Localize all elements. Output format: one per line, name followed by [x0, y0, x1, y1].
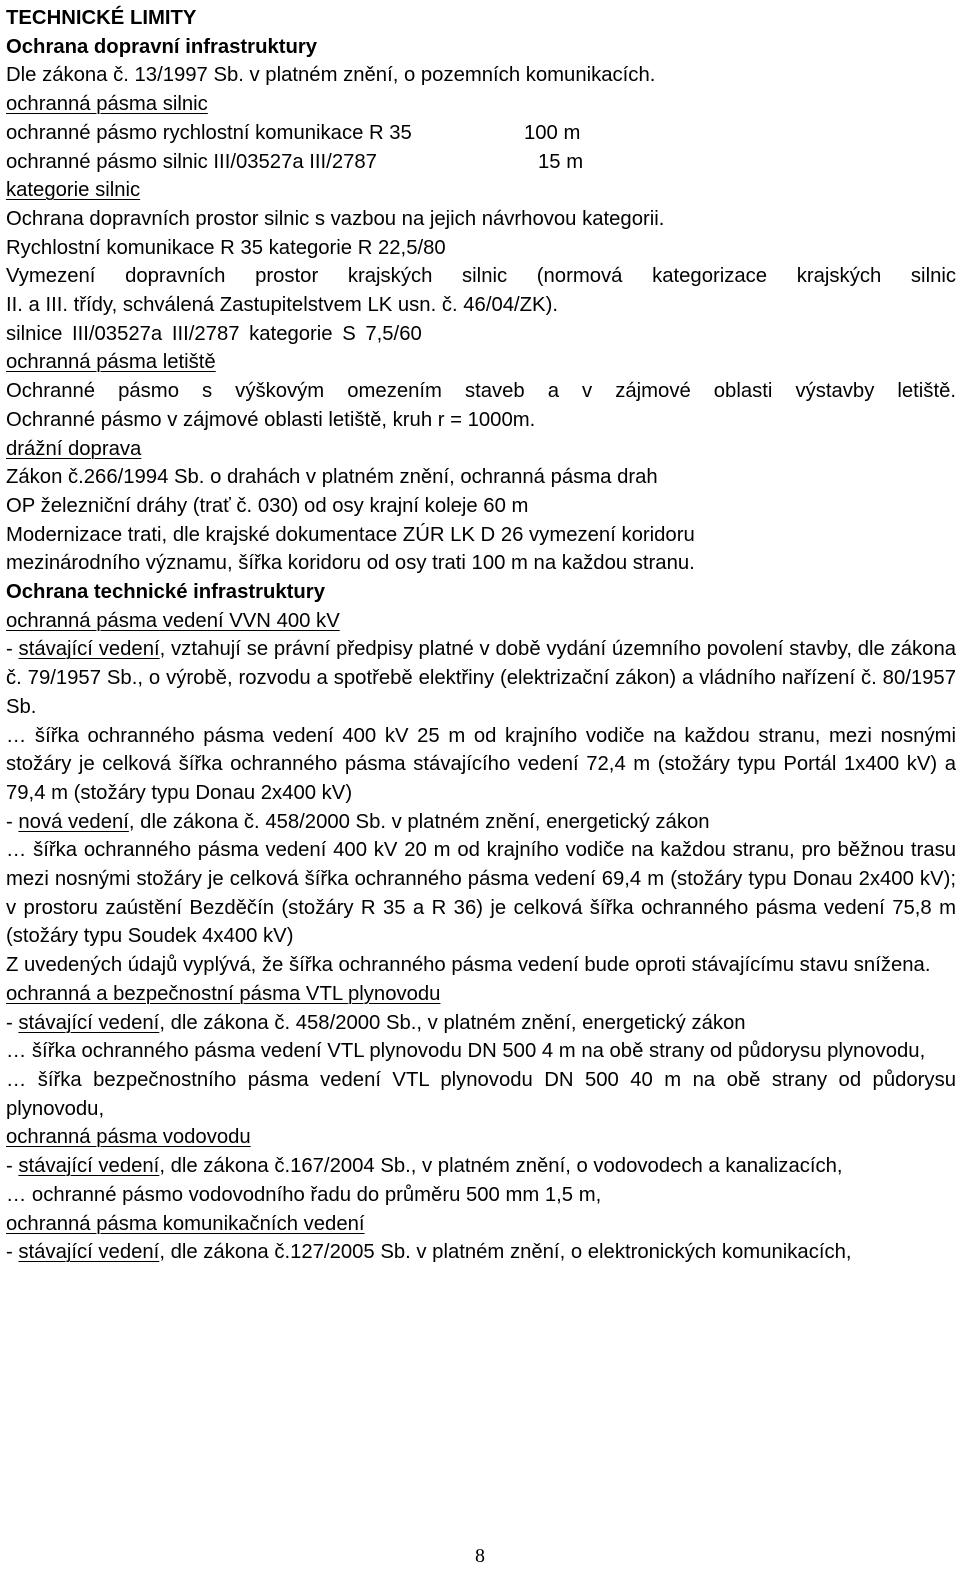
zone-label: ochranné pásmo silnic III/03527a III/2787 — [6, 150, 377, 173]
text-line: Zákon č.266/1994 Sb. o drahách v platném znění, ochranná pásma drah — [6, 466, 658, 489]
section-heading-technical: Ochrana technické infrastruktury — [6, 581, 325, 604]
text-line: OP železniční dráhy (trať č. 030) od osy krajní koleje 60 m — [6, 494, 529, 517]
zone-label: ochranné pásmo rychlostní komunikace R 35 — [6, 121, 412, 144]
text-line: Rychlostní komunikace R 35 kategorie R 22,5/80 — [6, 236, 446, 259]
page-number: 8 — [475, 1545, 485, 1567]
zone-row-r35 — [6, 119, 956, 148]
law-reference-roads: Dle zákona č. 13/1997 Sb. v platném znění, o pozemních komunikacích. — [6, 64, 656, 87]
zone-value: 100 m — [524, 121, 581, 144]
paragraph: … šířka ochranného pásma vedení 400 kV 20 m od krajního vodiče na každou stranu, pro běžnou trasu mezi nosnými stožáry je celková šířka ochranného pásma vedení 69,4 m (stožáry typu Donau 2x400 kV); v prostoru zaústění Bezděčín (stožáry R 35 a R 36) je celková šířka ochranného pásma vedení 75,8 m (stožáry typu Soudek 4x400 kV) — [6, 839, 956, 948]
text-line: II. a III. třídy, schválená Zastupitelstvem LK usn. č. 46/04/ZK). — [6, 294, 558, 316]
paragraph: … šířka bezpečnostního pásma vedení VTL plynovodu DN 500 40 m na obě strany od půdorysu plynovodu, — [6, 1068, 956, 1120]
section-heading-transport: Ochrana dopravní infrastruktury — [6, 35, 318, 58]
zone-value: 15 m — [538, 150, 584, 173]
subheading-road-zones: ochranná pásma silnic — [6, 93, 208, 116]
subheading-vvn-zones: ochranná pásma vedení VVN 400 kV — [6, 609, 340, 632]
subheading-road-categories: kategorie silnic — [6, 179, 141, 202]
paragraph: - stávající vedení, vztahují se právní předpisy platné v době vydání územního povolení stavby, dle zákona č. 79/1957 Sb., o výrobě, rozvodu a spotřebě elektřiny (elektrizační zákon) a vládního nařízení č. 80/1957 Sb. — [6, 638, 957, 718]
text-line: Ochranné pásmo s výškovým omezením staveb a v zájmové oblasti výstavby letiště. — [6, 380, 956, 403]
text-line: mezinárodního významu, šířka koridoru od osy trati 100 m na každou stranu. — [6, 552, 695, 575]
paragraph: - nová vedení, dle zákona č. 458/2000 Sb. v platném znění, energetický zákon — [6, 810, 710, 833]
paragraph: Z uvedených údajů vyplývá, že šířka ochranného pásma vedení bude oproti stávajícímu stavu snížena. — [6, 954, 931, 977]
paragraph: … ochranné pásmo vodovodního řadu do průměru 500 mm 1,5 m, — [6, 1183, 602, 1206]
zone-row-iii — [6, 148, 956, 177]
paragraph: - stávající vedení, dle zákona č.167/2004 Sb., v platném znění, o vodovodech a kanalizacích, — [6, 1155, 843, 1178]
text-line: Modernizace trati, dle krajské dokumentace ZÚR LK D 26 vymezení koridoru — [6, 523, 695, 546]
subheading-airport-zones: ochranná pásma letiště — [6, 351, 216, 374]
subheading-communication-zones: ochranná pásma komunikačních vedení — [6, 1212, 365, 1235]
text-line: Vymezení dopravních prostor krajských silnic (normová kategorizace krajských silnic — [6, 265, 956, 288]
subheading-vtl-zones: ochranná a bezpečnostní pásma VTL plynovodu — [6, 982, 441, 1005]
text-line: Ochranné pásmo v zájmové oblasti letiště, kruh r = 1000m. — [6, 408, 536, 431]
paragraph: … šířka ochranného pásma vedení VTL plynovodu DN 500 4 m na obě strany od půdorysu plynovodu, — [6, 1040, 926, 1063]
subheading-rail-transport: drážní doprava — [6, 437, 142, 460]
paragraph: … šířka ochranného pásma vedení 400 kV 25 m od krajního vodiče na každou stranu, mezi nosnými stožáry je celková šířka ochranného pásma stávajícího vedení 72,4 m (stožáry typu Portál 1x400 kV) a 79,4 m (stožáry typu Donau 2x400 kV) — [6, 724, 956, 804]
text-line: silnice III/03527a III/2787 kategorie S 7,5/60 — [6, 322, 422, 345]
document-body — [6, 4, 956, 1267]
paragraph: - stávající vedení, dle zákona č.127/2005 Sb. v platném znění, o elektronických komunikacích, — [6, 1241, 852, 1264]
text-line: Ochrana dopravních prostor silnic s vazbou na jejich návrhovou kategorii. — [6, 207, 665, 230]
document-title: TECHNICKÉ LIMITY — [6, 7, 197, 29]
paragraph: - stávající vedení, dle zákona č. 458/2000 Sb., v platném znění, energetický zákon — [6, 1011, 746, 1034]
subheading-water-zones: ochranná pásma vodovodu — [6, 1126, 251, 1149]
